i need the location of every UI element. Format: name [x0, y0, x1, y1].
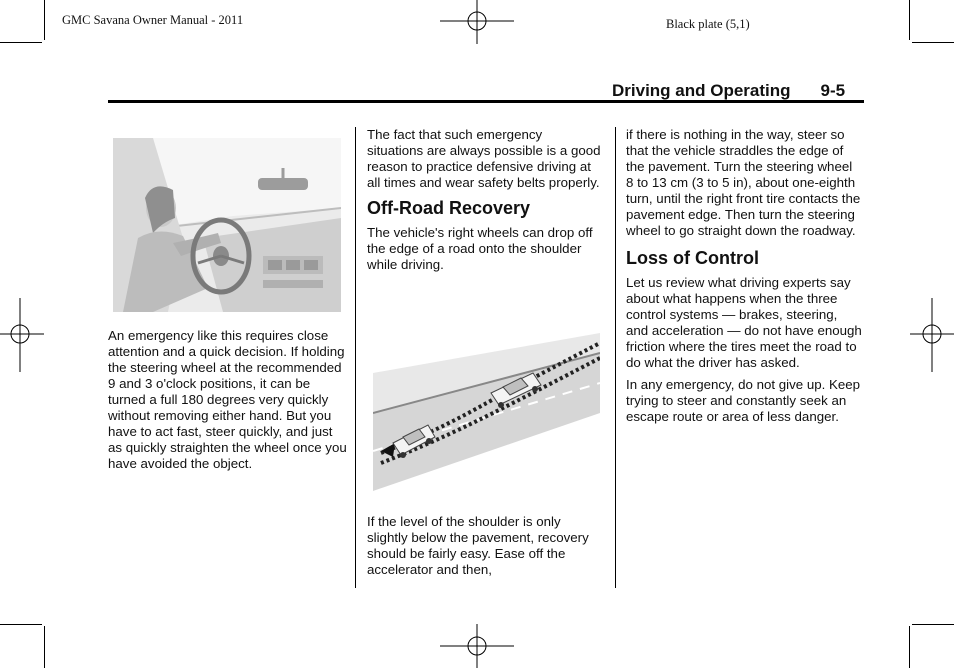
paragraph: Let us review what driving experts say about what happens when the three control systems — brakes, steering, and acceleration — do not have enough friction where the tires meet the road to do what the driver has asked. [626, 275, 862, 370]
paragraph: In any emergency, do not give up. Keep trying to steer and constantly seek an escape route or area of less danger. [626, 377, 861, 424]
page-number: 9-5 [820, 81, 846, 100]
crop-mark [912, 624, 954, 625]
registration-mark-bottom [440, 624, 514, 668]
header-rule [108, 100, 864, 103]
crop-mark [44, 626, 45, 668]
crop-mark [0, 624, 42, 625]
registration-mark-left [0, 298, 44, 372]
column-2-bottom [367, 514, 602, 584]
crop-mark [909, 0, 910, 40]
crop-mark [909, 626, 910, 668]
section-header [612, 81, 845, 101]
paragraph: The vehicle's right wheels can drop off the edge of a road onto the shoulder while driving. [367, 225, 593, 272]
registration-mark-top [440, 0, 514, 44]
crop-mark [0, 42, 42, 43]
column-1 [108, 328, 348, 478]
crop-mark [44, 0, 45, 40]
manual-title: GMC Savana Owner Manual - 2011 [62, 13, 244, 27]
paragraph: If the level of the shoulder is only slightly below the pavement, recovery should be fairly easy. Ease off the accelerator and then, [367, 514, 589, 577]
section-heading: Loss of Control [626, 248, 759, 268]
paragraph: An emergency like this requires close attention and a quick decision. If holding the steering wheel at the recommended 9 and 3 o'clock positions, it can be turned a full 180 degrees very quickly without removing either hand. But you have to act fast, steer quickly, and just as quickly straighten the wheel once you have avoided the object. [108, 328, 347, 471]
paragraph: if there is nothing in the way, steer so that the vehicle straddles the edge of the pavement. Turn the steering wheel 8 to 13 cm (3 to 5 in), about one-eighth turn, until the right front tire contacts the pavement edge. Then turn the steering wheel to go straight down the roadway. [626, 127, 861, 238]
paragraph: The fact that such emergency situations are always possible is a good reason to practice defensive driving at all times and wear safety belts properly. [367, 127, 601, 190]
column-2 [367, 127, 602, 279]
registration-mark-right [910, 298, 954, 372]
plate-label: Black plate (5,1) [666, 17, 750, 31]
driver-illustration [113, 138, 341, 312]
column-divider [615, 127, 616, 588]
section-title: Driving and Operating [612, 81, 791, 100]
section-heading: Off-Road Recovery [367, 198, 531, 218]
column-3 [626, 127, 862, 431]
crop-mark [912, 42, 954, 43]
road-recovery-illustration [373, 333, 600, 491]
column-divider [355, 127, 356, 588]
